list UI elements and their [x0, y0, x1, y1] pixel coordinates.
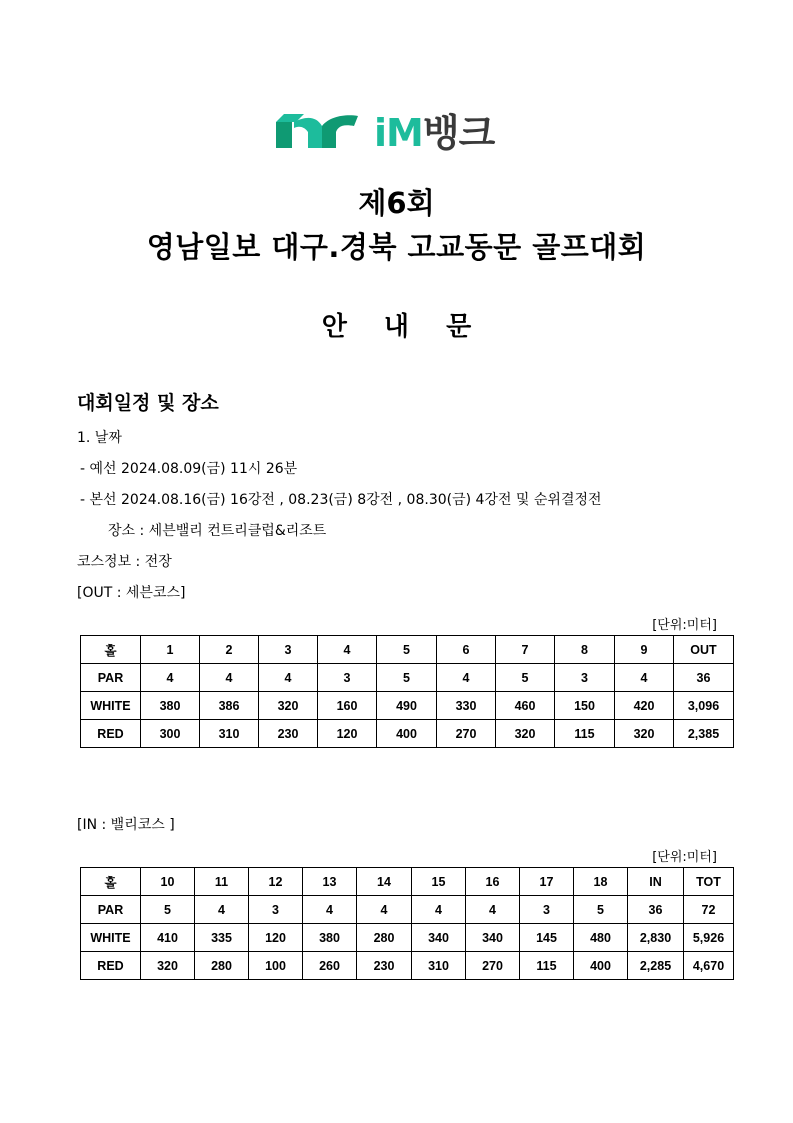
header-cell: OUT — [674, 636, 734, 664]
event-title-number: 제6회 — [358, 186, 435, 220]
header-cell: 18 — [574, 868, 628, 896]
table-cell: 380 — [141, 692, 200, 720]
out-course-label: [OUT : 세븐코스] — [77, 585, 186, 601]
table-cell: 4 — [303, 896, 357, 924]
prelim-schedule: - 예선 2024.08.09(금) 11시 26분 — [80, 461, 298, 477]
table-row — [81, 924, 734, 952]
table-header-row — [81, 868, 734, 896]
table-cell: 480 — [574, 924, 628, 952]
header-cell: 5 — [377, 636, 437, 664]
in-course-table — [80, 867, 734, 980]
table-cell: 386 — [200, 692, 259, 720]
header-cell: 16 — [466, 868, 520, 896]
table-cell: 310 — [412, 952, 466, 980]
table-cell: 2,285 — [628, 952, 684, 980]
table-cell: 420 — [615, 692, 674, 720]
header-cell: 7 — [496, 636, 555, 664]
table-cell: 230 — [357, 952, 412, 980]
header-cell: 17 — [520, 868, 574, 896]
header-cell: 1 — [141, 636, 200, 664]
im-bank-symbol-icon — [276, 112, 366, 154]
header-cell: 12 — [249, 868, 303, 896]
row-label-cell: PAR — [81, 896, 141, 924]
table-cell: 5 — [141, 896, 195, 924]
table-cell: 3 — [520, 896, 574, 924]
table-row — [81, 720, 734, 748]
table-cell: 320 — [615, 720, 674, 748]
table-cell: 320 — [141, 952, 195, 980]
table-cell: 4 — [437, 664, 496, 692]
table-cell: 260 — [303, 952, 357, 980]
table-cell: 4 — [259, 664, 318, 692]
header-cell: 14 — [357, 868, 412, 896]
table-cell: 160 — [318, 692, 377, 720]
row-label-cell: RED — [81, 952, 141, 980]
table-cell: 3 — [555, 664, 615, 692]
course-info: 코스정보 : 전장 — [77, 554, 172, 570]
table-cell: 3 — [249, 896, 303, 924]
table-cell: 5 — [574, 896, 628, 924]
header-cell: 3 — [259, 636, 318, 664]
table-cell: 340 — [412, 924, 466, 952]
table-cell: 36 — [628, 896, 684, 924]
table-cell: 4 — [615, 664, 674, 692]
event-title: 영남일보 대구.경북 고교동문 골프대회 — [146, 230, 647, 264]
table-cell: 4 — [412, 896, 466, 924]
row-label-cell: RED — [81, 720, 141, 748]
header-cell: 10 — [141, 868, 195, 896]
logo-wordmark: iM뱅크 — [374, 111, 495, 155]
table-cell: 3,096 — [674, 692, 734, 720]
in-course-label: [IN : 밸리코스 ] — [77, 817, 175, 833]
table-cell: 4 — [466, 896, 520, 924]
header-cell: 2 — [200, 636, 259, 664]
table-cell: 380 — [303, 924, 357, 952]
table-cell: 270 — [466, 952, 520, 980]
table-cell: 150 — [555, 692, 615, 720]
table-cell: 4 — [200, 664, 259, 692]
table-cell: 36 — [674, 664, 734, 692]
row-label-cell: WHITE — [81, 924, 141, 952]
table-row — [81, 664, 734, 692]
out-course-table — [80, 635, 734, 748]
table-cell: 410 — [141, 924, 195, 952]
table-cell: 115 — [555, 720, 615, 748]
table-cell: 230 — [259, 720, 318, 748]
row-label-cell: PAR — [81, 664, 141, 692]
table-cell: 4 — [357, 896, 412, 924]
header-cell: 9 — [615, 636, 674, 664]
table-cell: 2,385 — [674, 720, 734, 748]
table-cell: 2,830 — [628, 924, 684, 952]
header-cell: IN — [628, 868, 684, 896]
table-cell: 335 — [195, 924, 249, 952]
section-title: 대회일정 및 장소 — [77, 392, 219, 414]
header-cell: 홀 — [81, 868, 141, 896]
table-cell: 72 — [684, 896, 734, 924]
table-header-row — [81, 636, 734, 664]
table-cell: 490 — [377, 692, 437, 720]
table-cell: 340 — [466, 924, 520, 952]
header-cell: 11 — [195, 868, 249, 896]
table-cell: 3 — [318, 664, 377, 692]
in-unit-label: [단위:미터] — [652, 850, 717, 865]
table-cell: 320 — [496, 720, 555, 748]
table-cell: 120 — [249, 924, 303, 952]
header-cell: 홀 — [81, 636, 141, 664]
table-cell: 280 — [357, 924, 412, 952]
table-cell: 330 — [437, 692, 496, 720]
table-cell: 5 — [377, 664, 437, 692]
table-cell: 460 — [496, 692, 555, 720]
final-schedule: - 본선 2024.08.16(금) 16강전 , 08.23(금) 8강전 , 08.30(금) 4강전 및 순위결정전 — [80, 492, 602, 508]
table-row — [81, 692, 734, 720]
table-cell: 4 — [141, 664, 200, 692]
header-cell: 13 — [303, 868, 357, 896]
table-cell: 5,926 — [684, 924, 734, 952]
header-cell: TOT — [684, 868, 734, 896]
table-cell: 100 — [249, 952, 303, 980]
date-heading: 1. 날짜 — [77, 430, 122, 446]
table-row — [81, 952, 734, 980]
header-cell: 4 — [318, 636, 377, 664]
venue: 장소 : 세븐밸리 컨트리클럽&리조트 — [108, 523, 327, 539]
table-cell: 5 — [496, 664, 555, 692]
table-cell: 400 — [574, 952, 628, 980]
header-cell: 6 — [437, 636, 496, 664]
table-cell: 4,670 — [684, 952, 734, 980]
table-cell: 120 — [318, 720, 377, 748]
header-cell: 15 — [412, 868, 466, 896]
table-cell: 400 — [377, 720, 437, 748]
table-cell: 115 — [520, 952, 574, 980]
table-cell: 145 — [520, 924, 574, 952]
table-cell: 270 — [437, 720, 496, 748]
table-cell: 280 — [195, 952, 249, 980]
table-cell: 4 — [195, 896, 249, 924]
table-row — [81, 896, 734, 924]
notice-heading: 안 내 문 — [321, 312, 486, 342]
row-label-cell: WHITE — [81, 692, 141, 720]
table-cell: 320 — [259, 692, 318, 720]
table-cell: 310 — [200, 720, 259, 748]
table-cell: 300 — [141, 720, 200, 748]
out-unit-label: [단위:미터] — [652, 618, 717, 633]
header-cell: 8 — [555, 636, 615, 664]
im-bank-logo — [276, 112, 521, 154]
